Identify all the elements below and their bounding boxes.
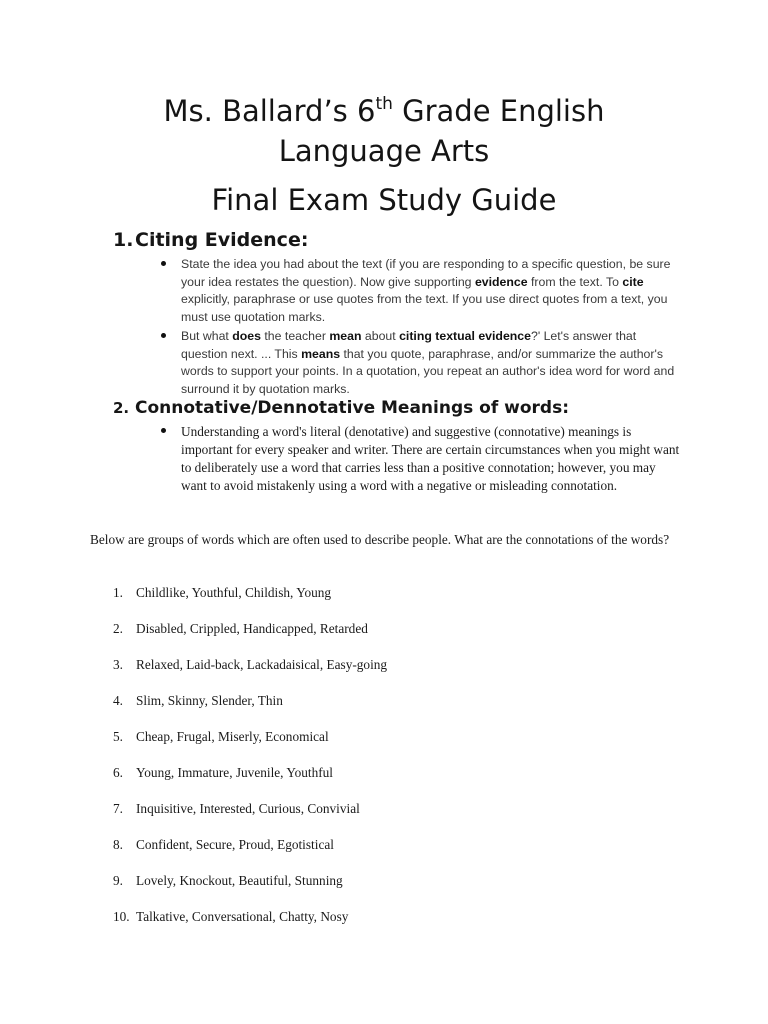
word-group-item xyxy=(113,585,331,601)
section-1-title: Citing Evidence: xyxy=(135,229,309,251)
page-title-line-2: Language Arts xyxy=(278,134,490,168)
section-2-number: 2. xyxy=(113,399,130,417)
word-group-number: 5. xyxy=(113,729,123,744)
section-2-bullet-list xyxy=(181,423,681,495)
word-group-number: 9. xyxy=(113,873,123,888)
bullet-text: But what xyxy=(181,329,233,343)
bullet-bold-term: evidence xyxy=(474,274,528,289)
word-group-text: Disabled, Crippled, Handicapped, Retarded xyxy=(136,621,368,636)
word-group-item xyxy=(113,657,387,673)
bullet-text: explicitly, paraphrase or use quotes from the text. If you use direct quotes from a text, you must use quotation marks. xyxy=(181,292,668,324)
word-group-item xyxy=(113,765,333,781)
bullet-bold-term: mean xyxy=(329,329,362,343)
word-group-text: Relaxed, Laid-back, Lackadaisical, Easy-going xyxy=(136,657,388,672)
word-group-number: 7. xyxy=(113,801,123,816)
word-group-item xyxy=(113,873,343,889)
section-1-bullet-list xyxy=(181,256,681,398)
word-group-item xyxy=(113,729,329,745)
page-title-line-1 xyxy=(0,92,768,130)
bullet-text: ?' Let's answer that question next. ... This xyxy=(181,329,637,361)
word-group-text: Young, Immature, Juvenile, Youthful xyxy=(136,765,333,780)
word-group-number: 2. xyxy=(113,621,123,636)
word-group-text: Talkative, Conversational, Chatty, Nosy xyxy=(136,909,349,924)
title-teacher-text: Ms. Ballard’s 6 xyxy=(163,94,376,128)
bullet-dot xyxy=(161,428,166,433)
section-2-title-colon: : xyxy=(562,398,570,418)
bullet-text: the teacher xyxy=(260,329,330,343)
word-group-number: 3. xyxy=(113,657,123,672)
word-group-number: 10. xyxy=(113,909,130,924)
word-group-number: 8. xyxy=(113,837,123,852)
title-grade-text: Grade English xyxy=(392,94,605,128)
word-group-text: Confident, Secure, Proud, Egotistical xyxy=(136,837,334,852)
word-group-item xyxy=(113,693,283,709)
bullet-bold-term: citing textual evidence xyxy=(399,329,531,343)
word-group-item xyxy=(113,621,368,637)
word-group-item xyxy=(113,801,360,817)
word-group-text: Lovely, Knockout, Beautiful, Stunning xyxy=(136,873,343,888)
section-2-bullet xyxy=(181,423,681,495)
word-group-number: 6. xyxy=(113,765,123,780)
bullet-bold-term: does xyxy=(232,329,261,343)
bullet-text: about xyxy=(361,329,400,343)
section-1-bullet xyxy=(181,328,681,398)
section-2-bullet-text: Understanding a word's literal (denotative) and suggestive (connotative) meanings is important for every speaker and writer. There are certain circumstances when you might want to deliberately use a word that carries less than a positive connotation; however, you may want to avoid mistakenly using a word with a negative or misleading connotation. xyxy=(181,424,680,493)
section-2-title: Connotative/Dennotative Meanings of words xyxy=(135,398,563,418)
bullet-text: State the idea you had about the text (if you are responding to a specific question, be sure your idea restates the question). Now give supporting xyxy=(181,257,671,289)
section-1-heading xyxy=(113,229,308,251)
section-1-bullet xyxy=(181,256,681,326)
section-2-heading xyxy=(113,398,569,418)
bullet-text: from the text. To xyxy=(527,274,623,289)
bullet-bold-term: cite xyxy=(622,274,644,289)
word-group-text: Childlike, Youthful, Childish, Young xyxy=(136,585,332,600)
bullet-dot xyxy=(161,261,166,266)
word-group-number: 1. xyxy=(113,585,123,600)
title-ordinal-suffix: th xyxy=(375,94,393,114)
bullet-text: that you quote, paraphrase, and/or summarize the author's words to support your points. In a quotation, you repeat an author's idea word for word and surround it by quotation marks. xyxy=(181,346,675,396)
word-group-text: Slim, Skinny, Slender, Thin xyxy=(136,693,283,708)
word-group-item xyxy=(113,837,334,853)
word-groups-intro: Below are groups of words which are often used to describe people. What are the connotations of the words? xyxy=(90,532,670,547)
word-group-item xyxy=(113,909,348,925)
bullet-bold-term: means xyxy=(301,346,341,361)
page-subtitle: Final Exam Study Guide xyxy=(211,183,557,217)
word-group-text: Cheap, Frugal, Miserly, Economical xyxy=(136,729,329,744)
section-1-number: 1. xyxy=(113,229,134,251)
word-group-text: Inquisitive, Interested, Curious, Convivial xyxy=(136,801,360,816)
word-group-number: 4. xyxy=(113,693,123,708)
bullet-dot xyxy=(161,333,166,338)
